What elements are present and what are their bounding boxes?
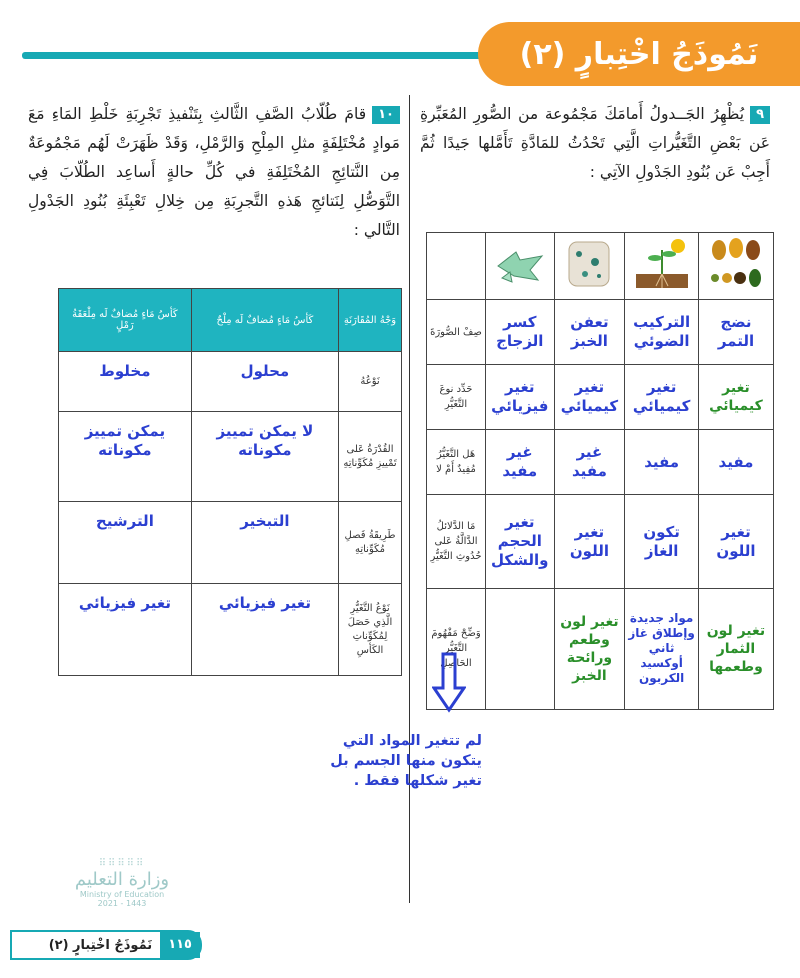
- row-header: القُدْرَةُ عَلى تَمْييزِ مُكَوِّناتِهِ: [339, 412, 402, 502]
- answer-cell: لا يمكن تمييز مكوناته: [191, 412, 338, 502]
- answer-cell: مخلوط: [59, 352, 192, 412]
- answer-cell: مواد جديدة وإطلاق غاز ثاني أوكسيد الكربون: [625, 588, 699, 709]
- row-evidence: [427, 495, 774, 589]
- logo-english-text: Ministry of Education: [79, 890, 165, 899]
- answer-cell: التبخير: [191, 502, 338, 584]
- image-cell-bread: [554, 233, 625, 300]
- row-header: صِفْ الصُّورَةَ: [427, 300, 486, 365]
- answer-cell: غير مفيد: [554, 430, 625, 495]
- answer-cell: تغير كيميائي: [698, 365, 773, 430]
- answer-cell: يمكن تمييز مكوناته: [59, 412, 192, 502]
- row-header: مَا الدَّلائلُ الدَّالَّةُ عَلى حُدُوثِ التَّغَيُّرِ: [427, 495, 486, 589]
- ministry-logo: [52, 858, 192, 908]
- question-10-prompt: [28, 100, 400, 245]
- row-header: نَوْعُ التَّغَيُّرِ الَّذِي حَصَلَ لِمُكَوِّناتِ الكَأسِ: [339, 584, 402, 676]
- row-type: [427, 365, 774, 430]
- answer-cell: تكون الغاز: [625, 495, 699, 589]
- moldy-bread-icon: [559, 236, 619, 292]
- answer-cell: التركيب الضوئي: [625, 300, 699, 365]
- footer-title: نَمُوذَجُ اخْتِبارٍ (٢): [48, 937, 153, 953]
- question-9-text: يُظْهِرُ الجَــدولُ أَمامَكَ مَجْمُوعة من الصُّورِ المُعَبِّرةِ عَن بَعْضِ التَّغَيُّراتِ الَّتِي تَحْدُثُ للمَادَّةِ تَأَمَّلها جَيدًا ثُمَّ أَجِبْ عَن بُنُودِ الجَدْولِ الآتِي :: [420, 105, 770, 181]
- question-9-table: [426, 232, 774, 710]
- table-row: [59, 502, 402, 584]
- table-row: [59, 352, 402, 412]
- answer-cell: تغير لون وطعم ورائحة الخبز: [554, 588, 625, 709]
- table-row: [59, 584, 402, 676]
- answer-cell: تغير فيزيائي: [486, 365, 555, 430]
- down-arrow-icon: [432, 652, 466, 714]
- column-header: وَجْهُ المُقَارَنَةِ: [339, 289, 402, 352]
- answer-cell: تغير فيزيائي: [59, 584, 192, 676]
- page-number: ١١٥: [160, 932, 200, 958]
- question-10-number: ١٠: [372, 106, 400, 124]
- column-header: كَأسُ مَاءٍ مُضافٌ لَه مِلْعَقَةُ رَمْلٍ: [59, 289, 192, 352]
- header-rule: [22, 52, 542, 59]
- page-footer: [10, 930, 202, 960]
- answer-cell: تغير كيميائي: [625, 365, 699, 430]
- row-header: هَل التَّغَيُّرُ مُفِيدٌ أَمْ لا: [427, 430, 486, 495]
- plant-growth-icon: [632, 236, 692, 292]
- dates-icon: [703, 236, 769, 292]
- broken-glass-icon: [490, 236, 550, 292]
- header-row: [59, 289, 402, 352]
- row-concept: [427, 588, 774, 709]
- answer-note: لم تتغير المواد التي يتكون منها الجسم بل تغير شكلها فقط .: [330, 733, 482, 789]
- image-row-header: [427, 233, 486, 300]
- row-describe: [427, 300, 774, 365]
- page-title: نَمُوذَجُ اخْتِبارٍ (٢): [478, 22, 800, 86]
- image-cell-glass: [486, 233, 555, 300]
- answer-cell: الترشيح: [59, 502, 192, 584]
- question-10-table: [58, 288, 402, 676]
- image-cell-plant: [625, 233, 699, 300]
- image-cell-dates: [698, 233, 773, 300]
- answer-cell: تغير الحجم والشكل: [486, 495, 555, 589]
- row-useful: [427, 430, 774, 495]
- answer-cell: تغير فيزيائي: [191, 584, 338, 676]
- answer-cell: غير مفيد: [486, 430, 555, 495]
- row-header: طَرِيقَةُ فَصلِ مُكَوِّناتِهِ: [339, 502, 402, 584]
- answer-cell: [486, 588, 555, 709]
- question-9-prompt: [420, 100, 770, 187]
- answer-cell: محلول: [191, 352, 338, 412]
- answer-cell: كسر الزجاج: [486, 300, 555, 365]
- answer-cell: تغير كيميائي: [554, 365, 625, 430]
- answer-cell: مفيد: [698, 430, 773, 495]
- column-header: كَأسُ مَاءٍ مُضافٌ لَه مِلْحٌ: [191, 289, 338, 352]
- logo-dots-icon: ⠿⠿⠿⠿⠿: [98, 858, 146, 869]
- row-header: حَدِّد نوعَ التَّغَيُّرِ: [427, 365, 486, 430]
- image-row: [427, 233, 774, 300]
- logo-year-text: 2021 - 1443: [97, 899, 147, 908]
- logo-arabic-text: وزارة التعليم: [74, 869, 170, 890]
- table-row: [59, 412, 402, 502]
- answer-cell: تغير اللون: [554, 495, 625, 589]
- answer-cell: مفيد: [625, 430, 699, 495]
- question-10-text: قامَ طُلّابُ الصَّفِ الثَّالثِ بِتَنْفيذِ تَجْرِبَةِ خَلْطِ المَاءِ مَعَ مَوادٍ مُخْتَلِفَةٍ مثلِ المِلْحِ وَالرَّمْلِ، وَقَدْ ظَهَرَتْ لَهُم مَجْمُوعَةٌ مِن النَّتائِجِ المُخْتَلِفَةِ في كُلِّ حالةٍ أَساعِد الطُلّابَ فِي التَّوَصُّلِ لِنَتائجِ هَذهِ التَّجرِبَةِ مِن خِلالِ تَعْبِئَةِ بُنُودِ الجَدْولِ التَّالي :: [28, 105, 400, 239]
- answer-cell: تغير اللون: [698, 495, 773, 589]
- answer-cell: نضج التمر: [698, 300, 773, 365]
- question-9-number: ٩: [750, 106, 770, 124]
- row-header: وَضِّحْ مَفْهُومَ التَّغَيُّرِ الحَاصِلِ: [427, 588, 486, 709]
- answer-cell: تغير لون الثمار وطعمها: [698, 588, 773, 709]
- answer-cell: تعفن الخبز: [554, 300, 625, 365]
- row-header: نَوْعُهُ: [339, 352, 402, 412]
